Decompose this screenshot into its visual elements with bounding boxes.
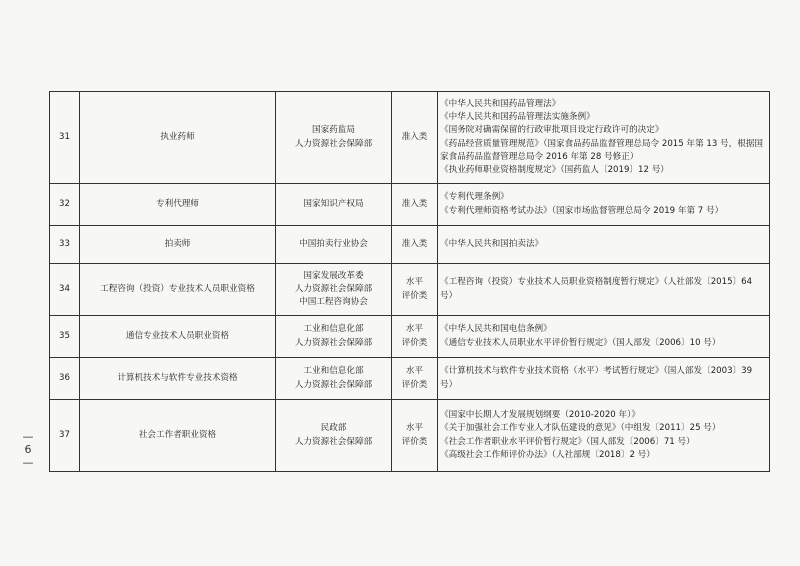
category-text: 水平 <box>405 277 424 288</box>
page-number-value: 6 <box>24 443 32 456</box>
legal-basis-item: 《药品经营质量管理规范》（国家食品药品监督管理总局令 2015 年第 13 号，根据国家食品药品监督管理总局令 2016 年第 28 号修正） <box>440 138 764 162</box>
row-number-cell <box>50 264 80 316</box>
legal-basis-item: 《执业药师职业资格制度规定》（国药监人〔2019〕12 号） <box>440 165 669 176</box>
category-text: 准入类 <box>401 238 428 249</box>
page-number <box>16 430 40 469</box>
legal-basis-item: 《中华人民共和国药品管理法实施条例》 <box>440 111 595 122</box>
category-cell <box>392 264 438 316</box>
qualification-table-body <box>50 92 770 472</box>
table-row <box>50 316 770 358</box>
category-text: 评价类 <box>401 379 428 390</box>
category-text: 水平 <box>405 366 424 377</box>
legal-basis-cell <box>438 264 770 316</box>
row-number-cell <box>50 184 80 226</box>
row-number: 35 <box>59 330 70 341</box>
row-number: 34 <box>59 283 70 294</box>
table-row <box>50 92 770 184</box>
category-cell <box>392 226 438 264</box>
department-name: 工业和信息化部 <box>303 324 364 335</box>
category-cell <box>392 184 438 226</box>
table-row <box>50 264 770 316</box>
category-text: 准入类 <box>401 131 428 142</box>
department-name: 工业和信息化部 <box>303 366 364 377</box>
department-cell <box>276 92 392 184</box>
row-number-cell <box>50 400 80 472</box>
qualification-name: 拍卖师 <box>164 238 191 249</box>
category-text: 评价类 <box>401 290 428 301</box>
row-number: 33 <box>59 238 70 249</box>
qualification-name-cell <box>80 226 276 264</box>
department-name: 人力资源社会保障部 <box>294 436 373 447</box>
qualification-name: 通信专业技术人员职业资格 <box>125 330 230 341</box>
legal-basis-cell <box>438 316 770 358</box>
department-name: 国家药监局 <box>312 125 355 136</box>
category-text: 评价类 <box>401 436 428 447</box>
department-cell <box>276 226 392 264</box>
qualification-name-cell <box>80 264 276 316</box>
department-name: 中国拍卖行业协会 <box>299 238 368 249</box>
legal-basis-item: 《专利代理条例》 <box>440 192 509 203</box>
category-cell <box>392 400 438 472</box>
row-number: 32 <box>59 198 70 209</box>
table-row <box>50 226 770 264</box>
table-row <box>50 358 770 400</box>
department-cell <box>276 316 392 358</box>
qualification-name-cell <box>80 358 276 400</box>
legal-basis-item: 《计算机技术与软件专业技术资格（水平）考试暂行规定》（国人部发〔2003〕39 号） <box>440 366 753 390</box>
qualification-name: 专利代理师 <box>156 198 199 209</box>
page-number-dash-top: — <box>22 430 34 443</box>
department-cell <box>276 400 392 472</box>
department-cell <box>276 264 392 316</box>
legal-basis-item: 《国家中长期人才发展规划纲要（2010-2020 年）》 <box>440 409 640 420</box>
qualification-name: 计算机技术与软件专业技术资格 <box>117 372 238 383</box>
category-text: 准入类 <box>401 198 428 209</box>
row-number: 36 <box>59 372 70 383</box>
category-text: 评价类 <box>401 337 428 348</box>
row-number-cell <box>50 92 80 184</box>
category-cell <box>392 316 438 358</box>
department-name: 国家知识产权局 <box>303 198 364 209</box>
qualification-name-cell <box>80 400 276 472</box>
category-cell <box>392 358 438 400</box>
qualification-name: 工程咨询（投资）专业技术人员职业资格 <box>100 283 255 294</box>
legal-basis-item: 《专利代理师资格考试办法》（国家市场监督管理总局令 2019 年第 7 号） <box>440 205 724 216</box>
legal-basis-item: 《高级社会工作师评价办法》（人社部规〔2018〕2 号） <box>440 449 655 460</box>
row-number: 37 <box>59 429 70 440</box>
department-name: 中国工程咨询协会 <box>299 297 368 308</box>
row-number-cell <box>50 358 80 400</box>
legal-basis-cell <box>438 400 770 472</box>
row-number: 31 <box>59 131 70 142</box>
legal-basis-item: 《社会工作者职业水平评价暂行规定》（国人部发〔2006〕71 号） <box>440 436 695 447</box>
department-cell <box>276 358 392 400</box>
qualification-name-cell <box>80 316 276 358</box>
page-number-dash-bottom: — <box>22 456 34 469</box>
department-name: 人力资源社会保障部 <box>294 337 373 348</box>
category-cell <box>392 92 438 184</box>
category-text: 水平 <box>405 423 424 434</box>
department-name: 民政部 <box>320 423 347 434</box>
row-number-cell <box>50 316 80 358</box>
legal-basis-item: 《工程咨询（投资）专业技术人员职业资格制度暂行规定》（人社部发〔2015〕64 号） <box>440 277 753 301</box>
qualification-table <box>49 91 770 472</box>
legal-basis-item: 《中华人民共和国拍卖法》 <box>440 238 544 249</box>
department-name: 人力资源社会保障部 <box>294 379 373 390</box>
qualification-name-cell <box>80 92 276 184</box>
category-text: 水平 <box>405 324 424 335</box>
qualification-name-cell <box>80 184 276 226</box>
legal-basis-cell <box>438 358 770 400</box>
legal-basis-cell <box>438 226 770 264</box>
department-cell <box>276 184 392 226</box>
legal-basis-cell <box>438 184 770 226</box>
legal-basis-item: 《中华人民共和国药品管理法》 <box>440 98 561 109</box>
department-name: 人力资源社会保障部 <box>294 138 373 149</box>
legal-basis-item: 《中华人民共和国电信条例》 <box>440 324 552 335</box>
qualification-name: 社会工作者职业资格 <box>138 429 217 440</box>
department-name: 人力资源社会保障部 <box>294 283 373 294</box>
legal-basis-item: 《通信专业技术人员职业水平评价暂行规定》（国人部发〔2006〕10 号） <box>440 337 721 348</box>
legal-basis-item: 《关于加强社会工作专业人才队伍建设的意见》（中组发〔2011〕25 号） <box>440 423 721 434</box>
qualification-name: 执业药师 <box>160 131 195 142</box>
department-name: 国家发展改革委 <box>303 270 364 281</box>
legal-basis-cell <box>438 92 770 184</box>
legal-basis-item: 《国务院对确需保留的行政审批项目设定行政许可的决定》 <box>440 125 664 136</box>
row-number-cell <box>50 226 80 264</box>
table-row <box>50 400 770 472</box>
table-row <box>50 184 770 226</box>
